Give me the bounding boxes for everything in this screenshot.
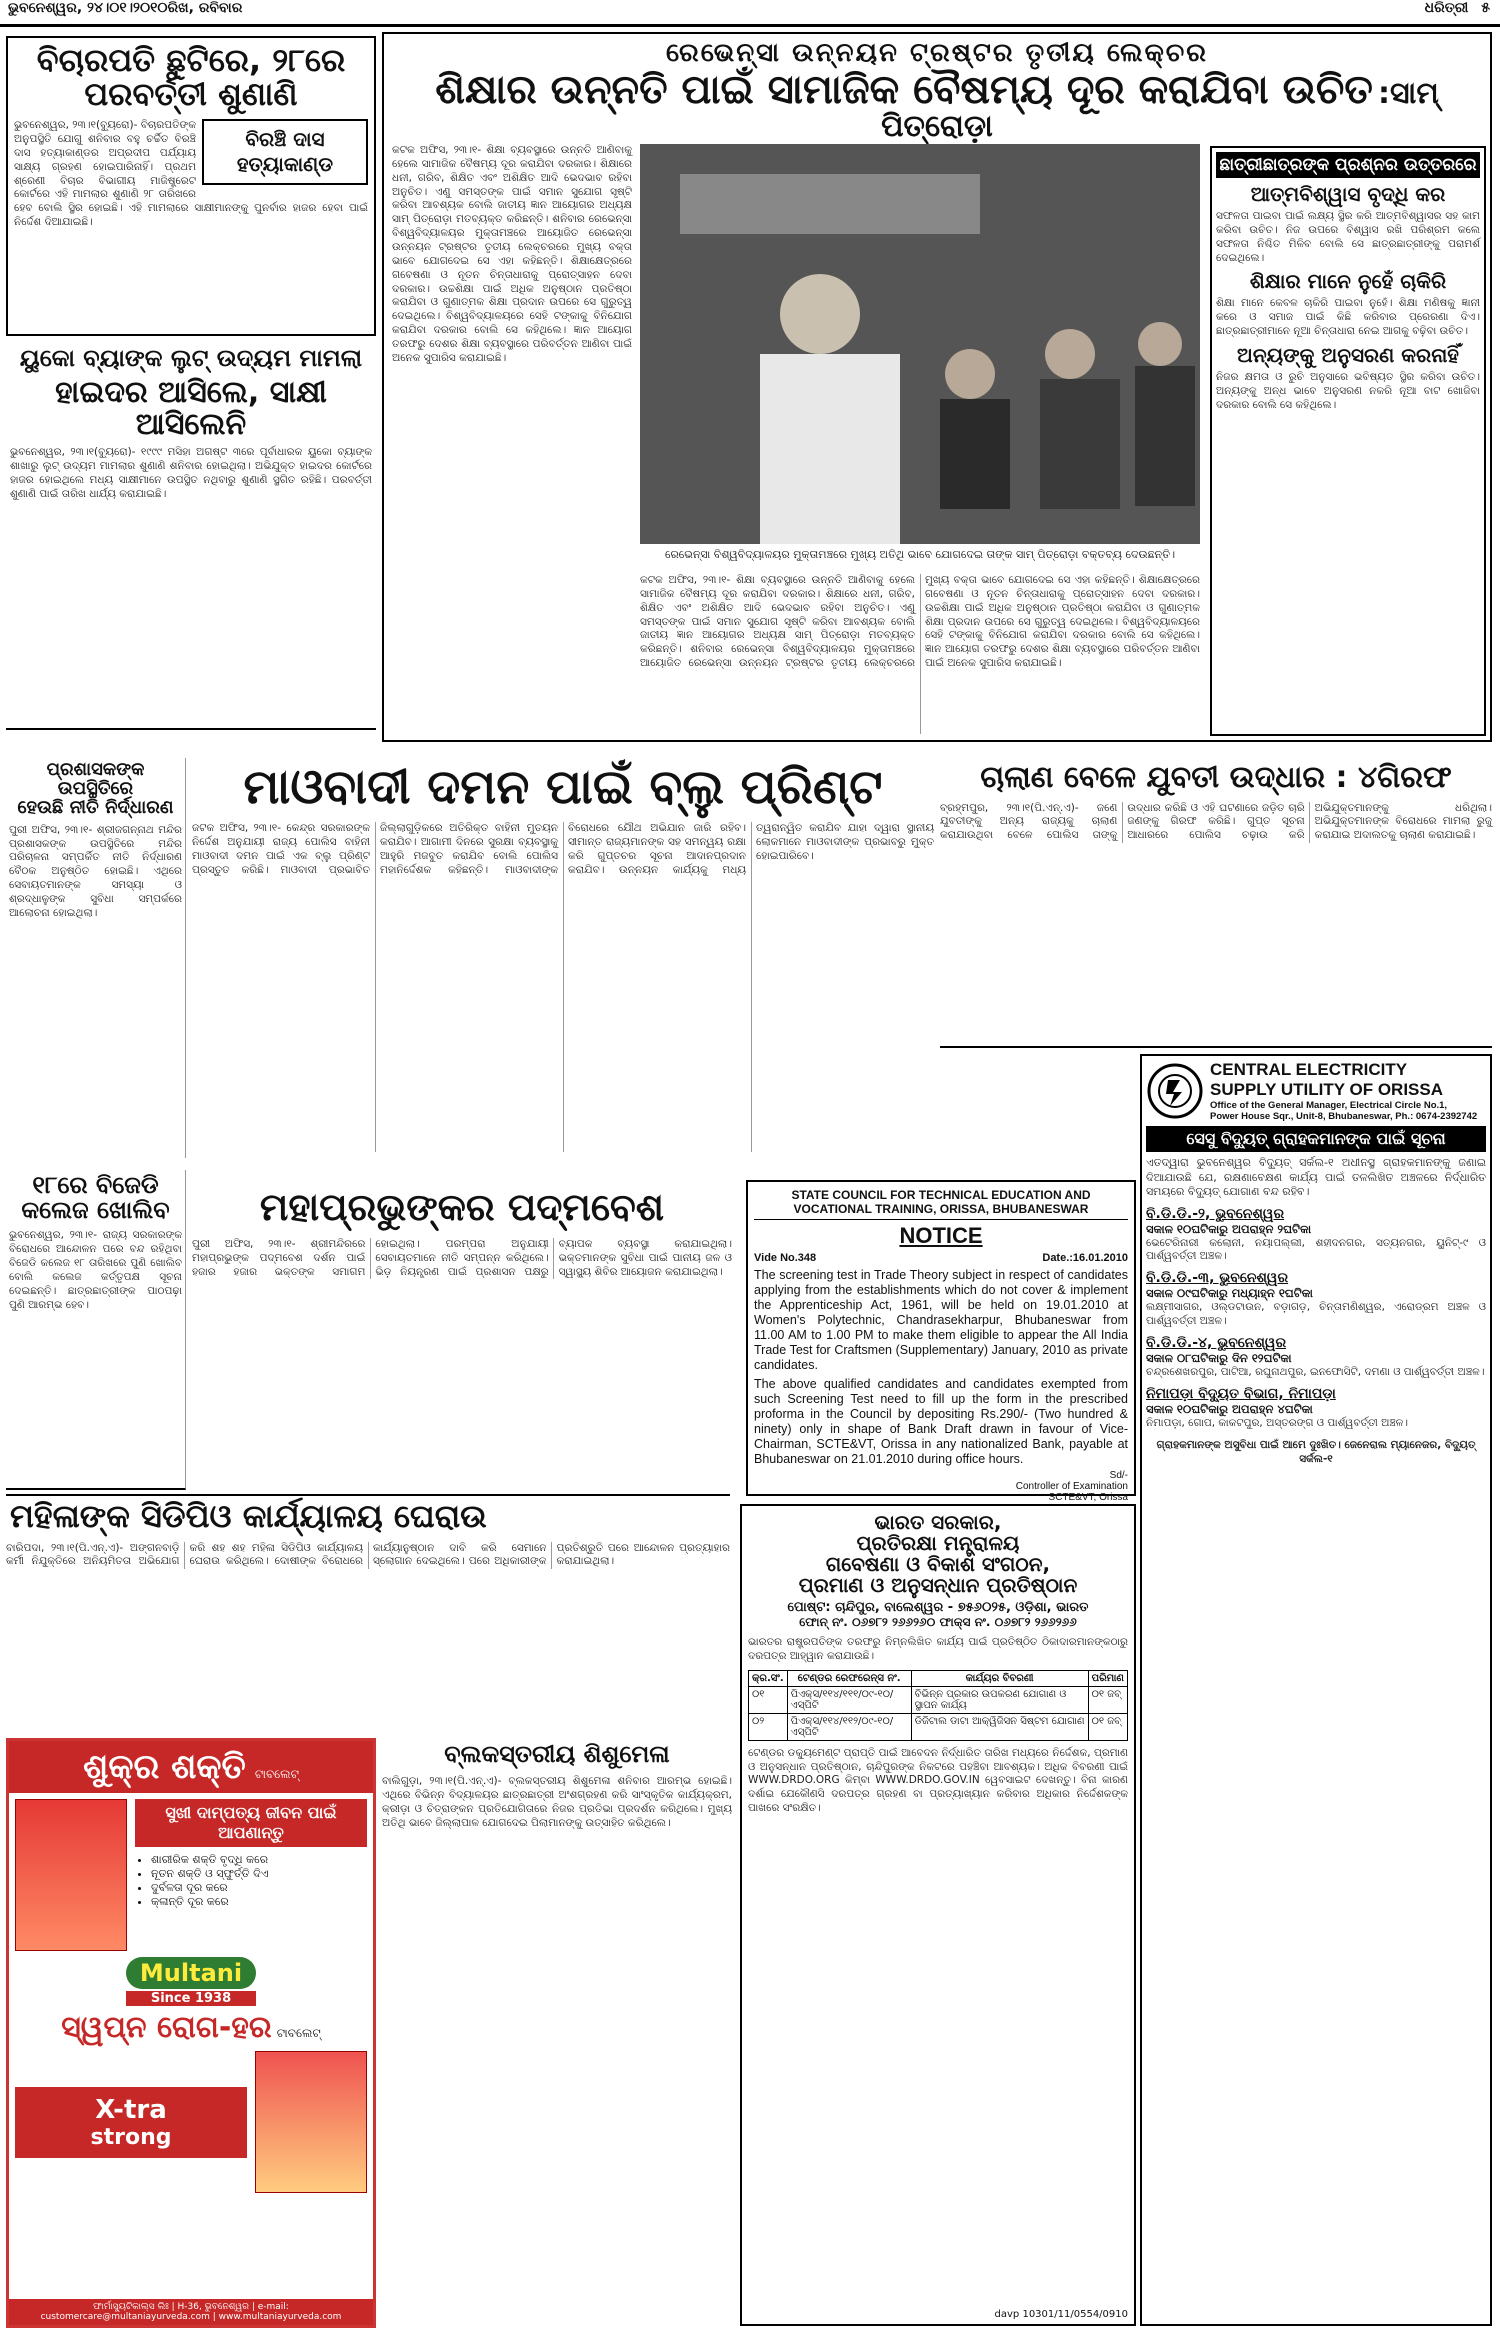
ad-row2 xyxy=(9,2045,373,2199)
story-body: ଭୁବନେଶ୍ୱର, ୨୩।୧(ବ୍ୟୁରୋ)- ୧୯୯୯ ମସିହା ଅଗଷ୍ଟ ୩ରେ ପୂର୍ବାଧାରକ ୟୁକୋ ବ୍ୟାଙ୍କ ଶାଖାରୁ ଲୁଟ୍ ଉଦ୍ୟମ ମାମଲାର ଶୁଣାଣି ଶନିବାର ହୋଇଥିଲା। ଅଭିଯୁକ୍ତ ହାଇଦର କୋର୍ଟରେ ହାଜର ହୋଇଥିଲେ ମଧ୍ୟ ସାକ୍ଷୀମାନେ ଉପସ୍ଥିତ ନଥିବାରୁ ଶୁଣାଣି ସ୍ଥଗିତ ରହିଛି। ପରବର୍ତ୍ତୀ ଶୁଣାଣି ପାଇଁ ତାରିଖ ଧାର୍ଯ୍ୟ କରାଯାଇଛି। xyxy=(10,446,372,500)
notice-title: NOTICE xyxy=(899,1223,983,1248)
cesu-section xyxy=(1146,1386,1486,1431)
notice-vide: Vide No.348 xyxy=(754,1252,817,1264)
ad-bullet: • ନୂତନ ଶକ୍ତି ଓ ସ୍ଫୁର୍ତ୍ତି ଦିଏ xyxy=(151,1867,367,1881)
ad-xtra: X-tra xyxy=(95,2094,167,2125)
qa-title: ଛାତ୍ରୀଛାତ୍ରଙ୍କ ପ୍ରଶ୍ନର ଉତ୍ତରରେ xyxy=(1216,152,1480,178)
cesu-section-title: ବି.ଡି.ଡି.-୩, ଭୁବନେଶ୍ୱର xyxy=(1146,1270,1289,1287)
story-body: ବାରିପଦା, ୨୩।୧(ପି.ଏନ୍.ଏ)- ଅଙ୍ଗନବାଡ଼ି କର୍ମୀ ନିଯୁକ୍ତିରେ ଅନିୟମିତତା ଅଭିଯୋଗ କରି ଶହ ଶହ ମହିଳା ସିଡିପିଓ କାର୍ଯ୍ୟାଳୟ ଘେରାଉ କରିଥିଲେ। ଦୋଷୀଙ୍କ ବିରୋଧରେ କାର୍ଯ୍ୟାନୁଷ୍ଠାନ ଦାବି କରି ସେମାନେ ସ୍ଲୋଗାନ ଦେଇଥିଲେ। ପରେ ଅଧିକାରୀଙ୍କ ପ୍ରତିଶ୍ରୁତି ପରେ ଆନ୍ଦୋଳନ ପ୍ରତ୍ୟାହାର କରାଯାଇଥିଲା। xyxy=(6,1541,730,1568)
story-mahaprabhu xyxy=(192,1186,732,1486)
story-body: ବାଲିଗୁଡ଼ା, ୨୩।୧(ପି.ଏନ୍.ଏ)- ବ୍ଲକସ୍ତରୀୟ ଶିଶୁମେଳା ଶନିବାର ଆରମ୍ଭ ହୋଇଛି। ଏଥିରେ ବିଭିନ୍ନ ବିଦ୍ୟାଳୟର ଛାତ୍ରଛାତ୍ରୀ ଅଂଶଗ୍ରହଣ କରି ସାଂସ୍କୃତିକ କାର୍ଯ୍ୟକ୍ରମ, କ୍ରୀଡ଼ା ଓ ଚିତ୍ରାଙ୍କନ ପ୍ରତିଯୋଗିତାରେ ନିଜର ପ୍ରତିଭା ପ୍ରଦର୍ଶନ କରିଥିଲେ। ମୁଖ୍ୟ ଅତିଥି ଭାବେ ଜିଲ୍ଲାପାଳ ଯୋଗଦେଇ ପିଲାମାନଙ୍କୁ ଉତ୍ସାହିତ କରିଥିଲେ। xyxy=(382,1775,732,1829)
drdo-line1: ଭାରତ ସରକାର, xyxy=(874,1510,1002,1534)
ad-text xyxy=(135,1799,367,1951)
story-body: ଭୁବନେଶ୍ୱର, ୨୩।୧(ବ୍ୟୁରୋ)- ବିଚାରପତିଙ୍କ ଅନୁପସ୍ଥିତି ଯୋଗୁ ଶନିବାର ବହୁ ଚର୍ଚ୍ଚିତ ବିରଞ୍ଚି ଦାସ ହତ୍ୟାକାଣ୍ଡର ଅପ୍ରଦୀପ ପର୍ଯ୍ୟାୟ ସାକ୍ଷ୍ୟ ଗ୍ରହଣ ହୋଇପାରିନାହିଁ। ପ୍ରଥମ ଶ୍ରେଣୀ ବିଚାର ବିଭାଗୀୟ ମାଜିଷ୍ଟ୍ରେଟ କୋର୍ଟରେ ଏହି ମାମଲାର ଶୁଣାଣି ୨୮ ତାରିଖରେ ହେବ ବୋଲି ସ୍ଥିର ହୋଇଛି। ଏହି ମାମଲାରେ ସାକ୍ଷୀମାନଙ୍କୁ ପୁନର୍ବାର ହାଜର ହେବା ପାଇଁ ନିର୍ଦ୍ଦେଶ ଦିଆଯାଇଛି। xyxy=(14,119,368,229)
headline: ବିଚାରପତି ଛୁଟିରେ, ୨୮ରେ ପରବର୍ତ୍ତୀ ଶୁଣାଣି xyxy=(36,41,346,113)
table-row xyxy=(749,1686,1128,1713)
cesu-section-areas: ଲକ୍ଷ୍ମୀସାଗର, ଓଲ୍ଡଟାଉନ, ବଡ଼ାଗଡ଼, ଚିନ୍ତାମଣିଶ୍ୱର, ଏରୋଡ୍ରମ ଅଞ୍ଚଳ ଓ ପାର୍ଶ୍ୱବର୍ତ୍ତୀ ଅଞ୍ଚଳ। xyxy=(1146,1301,1486,1328)
drdo-phone: ଫୋନ୍ ନଂ. ୦୬୭୮୨ ୨୬୬୨୬୦ ଫାକ୍ସ ନଂ. ୦୬୭୮୨ ୨୬୬୨୬୬ xyxy=(799,1615,1077,1629)
ad-bullet: • ଦୁର୍ବଳତା ଦୂର କରେ xyxy=(151,1881,367,1895)
drdo-line4: ପ୍ରମାଣ ଓ ଅନୁସନ୍ଧାନ ପ୍ରତିଷ୍ଠାନ xyxy=(798,1573,1078,1597)
ad-row xyxy=(9,1793,373,1957)
ad-pack-2 xyxy=(255,2051,367,2193)
story-maoist xyxy=(192,758,934,1178)
story-policy xyxy=(6,758,186,1158)
table-cell: ୦୧ ଜବ୍ xyxy=(1088,1713,1127,1740)
ad-maker-name: Multani xyxy=(126,1957,256,1989)
cesu-section-areas: ଚନ୍ଦ୍ରଶେଖରପୁର, ପାଟିଆ, ରଘୁନାଥପୁର, ଇନଫୋସିଟି, ଦମଣା ଓ ପାର୍ଶ୍ୱବର୍ତ୍ତୀ ଅଞ୍ଚଳ। xyxy=(1146,1365,1485,1378)
lead-headline-row xyxy=(384,69,1490,143)
headline: ଚାଲାଣ ବେଳେ ଯୁବତୀ ଉଦ୍ଧାର : ୪ଗିରଫ xyxy=(980,760,1452,795)
lead-body-col1: କଟକ ଅଫିସ, ୨୩।୧- ଶିକ୍ଷା ବ୍ୟବସ୍ଥାରେ ଉନ୍ନତି ଆଣିବାକୁ ହେଲେ ସାମାଜିକ ବୈଷମ୍ୟ ଦୂର କରାଯିବା ଦରକାର। ଶିକ୍ଷାରେ ଧନୀ, ଗରିବ, ଶିକ୍ଷିତ ଏବଂ ଅଶିକ୍ଷିତ ଆଦି ଭେଦଭାବ ରହିବା ଅନୁଚିତ। ଏଣୁ ସମସ୍ତଙ୍କ ପାଇଁ ସମାନ ସୁଯୋଗ ସୃଷ୍ଟି କରିବା ଆବଶ୍ୟକ ବୋଲି ଜାତୀୟ ଜ୍ଞାନ ଆୟୋଗର ଅଧ୍ୟକ୍ଷ ସାମ୍ ପିତ୍ରୋଡ଼ା ମତବ୍ୟକ୍ତ କରିଛନ୍ତି। ଶନିବାର ରେଭେନ୍ସା ବିଶ୍ୱବିଦ୍ୟାଳୟର ମୁକ୍ତାମଞ୍ଚରେ ଆୟୋଜିତ ରେଭେନ୍ସା ଉନ୍ନୟନ ଟ୍ରଷ୍ଟର ତୃତୀୟ ଲେକ୍ଚରରେ ମୁଖ୍ୟ ବକ୍ତା ଭାବେ ଯୋଗଦେଇ ସେ ଏହା କହିଛନ୍ତି। ଶିକ୍ଷାକ୍ଷେତ୍ରରେ ଗବେଷଣା ଓ ନୂତନ ଚିନ୍ତାଧାରାକୁ ପ୍ରୋତ୍ସାହନ ଦେବା ଦରକାର। ଉଚ୍ଚଶିକ୍ଷା ପାଇଁ ଅଧିକ ଅନୁଷ୍ଠାନ ପ୍ରତିଷ୍ଠା କରାଯିବା ଓ ଗୁଣାତ୍ମକ ଶିକ୍ଷା ପ୍ରଦାନ ଉପରେ ସେ ଗୁରୁତ୍ୱ ଦେଇଥିଲେ। ବିଶ୍ୱବିଦ୍ୟାଳୟରେ ସେହି ଟଙ୍କାକୁ ବିନିଯୋଗ କରାଯିବା ଦରକାର ବୋଲି ସେ କହିଥିଲେ। ଜ୍ଞାନ ଆୟୋଗ ତରଫରୁ ଦେଶର ଶିକ୍ଷା ବ୍ୟବସ୍ଥାରେ ପରିବର୍ତ୍ତନ ଆଣିବା ପାଇଁ ଅନେକ ସୁପାରିସ କରାଯାଇଛି। xyxy=(392,144,632,364)
paper-name: ଧରିତ୍ରୀ xyxy=(1424,0,1469,16)
ad-brand-bar xyxy=(9,1741,373,1793)
table-cell: ଡିଜିଟାଲ ଡାଟା ଆକ୍ୱିଜିସନ ସିଷ୍ଟମ ଯୋଗାଣ xyxy=(911,1713,1088,1740)
cesu-section-title: ନିମାପଡ଼ା ବିଦ୍ୟୁତ ବିଭାଗ, ନିମାପଡ଼ା xyxy=(1146,1385,1336,1402)
headline: ହାଇଦର ଆସିଲେ, ସାକ୍ଷୀ ଆସିଲେନି xyxy=(55,375,327,442)
ad-xtra-badge xyxy=(15,2087,247,2158)
headline: ମାଓବାଦୀ ଦମନ ପାଇଁ ବ୍ଲୁ ପ୍ରିଣ୍ଟ xyxy=(243,759,883,815)
tender-table xyxy=(748,1670,1128,1741)
photo-caption: ରେଭେନ୍ସା ବିଶ୍ୱବିଦ୍ୟାଳୟର ମୁକ୍ତାମଞ୍ଚରେ ମୁଖ୍ୟ ଅତିଥି ଭାବେ ଯୋଗଦେଇ ତାଙ୍କ ସାମ୍ ପିତ୍ରୋଡ଼ା ବକ୍ତବ୍ୟ ଦେଉଛନ୍ତି। xyxy=(664,548,1176,561)
notice-sign2: Controller of Examination xyxy=(1015,1481,1128,1492)
qa-sub1: ଆତ୍ମବିଶ୍ୱାସ ବୃଦ୍ଧି କର xyxy=(1250,182,1446,206)
ad-since: Since 1938 xyxy=(126,1991,256,2006)
story-body: ଜଟକ ଅଫିସ, ୨୩।୧- କେନ୍ଦ୍ର ସରକାରଙ୍କ ନିର୍ଦ୍ଦେଶ ଅନୁଯାୟୀ ରାଜ୍ୟ ପୋଲିସ ବାହିନୀ ମାଓବାଦୀ ଦମନ ପାଇଁ ଏକ ବ୍ଲୁ ପ୍ରିଣ୍ଟ ପ୍ରସ୍ତୁତ କରିଛି। ମାଓବାଦୀ ପ୍ରଭାବିତ ଜିଲ୍ଲାଗୁଡ଼ିକରେ ଅତିରିକ୍ତ ବାହିନୀ ମୁତୟନ କରାଯିବ। ଆଗାମୀ ଦିନରେ ସୁରକ୍ଷା ବ୍ୟବସ୍ଥାକୁ ଆହୁରି ମଜବୁତ କରାଯିବ ବୋଲି ପୋଲିସ ମହାନିର୍ଦ୍ଦେଶକ କହିଛନ୍ତି। ମାଓବାଦୀଙ୍କ ବିରୋଧରେ ଯୌଥ ଅଭିଯାନ ଜାରି ରହିବ। ସୀମାନ୍ତ ରାଜ୍ୟମାନଙ୍କ ସହ ସମନ୍ୱୟ ରକ୍ଷା କରି ଗୁପ୍ତଚର ସୂଚନା ଆଦାନପ୍ରଦାନ କରାଯିବ। ଉନ୍ନୟନ କାର୍ଯ୍ୟକୁ ମଧ୍ୟ ତ୍ୱରାନ୍ୱିତ କରାଯିବ ଯାହା ଦ୍ୱାରା ସ୍ଥାନୀୟ ଲୋକମାନେ ମାଓବାଦୀଙ୍କ ପ୍ରଭାବରୁ ମୁକ୍ତ ହୋଇପାରିବେ। xyxy=(192,822,934,876)
photo-figure-icon xyxy=(640,144,1200,544)
qa-box xyxy=(1210,146,1486,736)
notice-para1: The screening test in Trade Theory subject in respect of candidates applying from the establishments which do not cover & implement the Apprenticeship Act, 1961, will be held on 19.01.2010 at Women's Polytechnic, Chandrasekharpur, Bhubaneswar from 11.00 AM to 1.00 PM to make them eligible to appear the All India Trade Test for Craftsmen (Supplementary) January, 2010 as private candidates. xyxy=(754,1268,1128,1372)
headline-kicker: ୟୁକୋ ବ୍ୟାଙ୍କ ଲୁଟ୍ ଉଦ୍ୟମ ମାମଲା xyxy=(19,344,363,372)
notice-meta xyxy=(754,1252,1128,1264)
ad-maker xyxy=(9,1957,373,2006)
story-body: ବ୍ରହ୍ମପୁର, ୨୩।୧(ପି.ଏନ୍.ଏ)- ଜଣେ ଯୁବତୀଙ୍କୁ ଅନ୍ୟ ରାଜ୍ୟକୁ ଚାଲାଣ କରାଯାଉଥିବା ବେଳେ ପୋଲିସ ତାଙ୍କୁ ଉଦ୍ଧାର କରିଛି ଓ ଏହି ଘଟଣାରେ ଜଡ଼ିତ ଚାରି ଜଣଙ୍କୁ ଗିରଫ କରିଛି। ଗୁପ୍ତ ସୂଚନା ଆଧାରରେ ପୋଲିସ ଚଢ଼ାଉ କରି ଅଭିଯୁକ୍ତମାନଙ୍କୁ ଧରିଥିଲା। ଅଭିଯୁକ୍ତମାନଙ୍କ ବିରୋଧରେ ମାମଲା ରୁଜୁ କରାଯାଇ ଅଦାଲତକୁ ଚାଲାଣ କରାଯାଇଛି। xyxy=(940,801,1492,842)
headline: ହେଉଛି ନୀତି ନିର୍ଦ୍ଧାରଣ xyxy=(17,796,174,818)
cesu-section-areas: ନିମାପଡ଼ା, ଗୋପ, କାକଟପୁର, ଅସ୍ତରଙ୍ଗ ଓ ପାର୍ଶ୍ୱବର୍ତ୍ତୀ ଅଞ୍ଚଳ। xyxy=(1146,1416,1409,1429)
cesu-header xyxy=(1146,1060,1486,1122)
drdo-line3: ଗବେଷଣା ଓ ବିକାଶ ସଂଗଠନ, xyxy=(825,1552,1051,1576)
qa-body1: ସଫଳତା ପାଇବା ପାଇଁ ଲକ୍ଷ୍ୟ ସ୍ଥିର କରି ଆତ୍ମବିଶ୍ୱାସର ସହ କାମ କରିବା ଉଚିତ। ନିଜ ଉପରେ ବିଶ୍ୱାସ ରଖି ପରିଶ୍ରମ କଲେ ସଫଳତା ନିଶ୍ଚିତ ମିଳିବ ବୋଲି ସେ ଛାତ୍ରଛାତ୍ରୀଙ୍କୁ ପରାମର୍ଶ ଦେଇଥିଲେ। xyxy=(1216,210,1480,264)
shukra-shakti-ad xyxy=(6,1738,376,2328)
drdo-body: ଟେଣ୍ଡର ଡକ୍ୟୁମେଣ୍ଟ ପ୍ରାପ୍ତି ପାଇଁ ଆବେଦନ ନିର୍ଦ୍ଧାରିତ ତାରିଖ ମଧ୍ୟରେ ନିର୍ଦ୍ଦେଶକ, ପ୍ରମାଣ ଓ ଅନୁସନ୍ଧାନ ପ୍ରତିଷ୍ଠାନ, ଚାନ୍ଦିପୁରଙ୍କ ନିକଟରେ ପହଞ୍ଚିବା ଆବଶ୍ୟକ। ଅଧିକ ବିବରଣୀ ପାଇଁ WWW.DRDO.ORG କିମ୍ବା WWW.DRDO.GOV.IN ୱେବସାଇଟ ଦେଖନ୍ତୁ। ବିନା କାରଣ ଦର୍ଶାଇ ଯେକୌଣସି ଦରପତ୍ର ଗ୍ରହଣ ବା ପ୍ରତ୍ୟାଖ୍ୟାନ କରିବାର ଅଧିକାର ନିର୍ଦ୍ଦେଶକଙ୍କ ପାଖରେ ସଂରକ୍ଷିତ। xyxy=(748,1746,1128,1815)
qa-sub2: ଶିକ୍ଷାର ମାନେ ନୁହେଁ ଚାକିରି xyxy=(1249,269,1447,294)
headline: ବ୍ଲକସ୍ତରୀୟ ଶିଶୁମେଳା xyxy=(444,1740,670,1768)
sctevt-notice xyxy=(746,1180,1136,1503)
ad-brand2: ସ୍ୱପ୍ନ ରୋଗ-ହର xyxy=(61,2010,272,2045)
ad-bullet: • ଶାରୀରିକ ଶକ୍ତି ବୃଦ୍ଧି କରେ xyxy=(151,1853,367,1867)
qa-sub3: ଅନ୍ୟଙ୍କୁ ଅନୁସରଣ କରନାହିଁ xyxy=(1237,343,1459,368)
table-cell: ୦୨ xyxy=(749,1713,788,1740)
cesu-office: Office of the General Manager, Electrical Circle No.1, xyxy=(1210,1100,1448,1111)
col-header: କ୍ର.ସଂ. xyxy=(749,1670,788,1686)
qa-body2: ଶିକ୍ଷା ମାନେ କେବଳ ଚାକିରି ପାଇବା ନୁହେଁ। ଶିକ୍ଷା ମଣିଷକୁ ଜ୍ଞାନୀ କରେ ଓ ସମାଜ ପାଇଁ କିଛି କରିବାର ପ୍ରେରଣା ଦିଏ। ଛାତ୍ରଛାତ୍ରୀମାନେ ନୂଆ ଚିନ୍ତାଧାରା ନେଇ ଆଗକୁ ବଢ଼ିବା ଉଚିତ। xyxy=(1216,297,1480,338)
dateline: ଭୁବନେଶ୍ୱର, ୨୪।୦୧।୨୦୧୦ରିଖ, ରବିବାର xyxy=(8,0,243,16)
notice-sign3: SCTE&VT, Orissa xyxy=(1048,1492,1128,1503)
cesu-section-time: ସକାଳ ୧୦ଘଟିକାରୁ ଅପରାହ୍ନ ୨ଘଟିକା xyxy=(1146,1221,1312,1236)
cesu-section-time: ସକାଳ ୦୯ଘଟିକାରୁ ମଧ୍ୟାହ୍ନ ୧ଘଟିକା xyxy=(1146,1286,1313,1301)
cesu-section-areas: ଭେଟେରିନାରୀ କଲୋନୀ, ନୟାପଲ୍ଲୀ, ଶହୀଦନଗର, ସତ୍ୟନଗର, ୟୁନିଟ୍-୯ ଓ ପାର୍ଶ୍ୱବର୍ତ୍ତୀ ଅଞ୍ଚଳ। xyxy=(1146,1236,1486,1263)
cesu-address: Power House Sqr., Unit-8, Bhubaneswar, Ph.: 0674-2392742 xyxy=(1210,1111,1478,1122)
notice-org: STATE COUNCIL FOR TECHNICAL EDUCATION AND VOCATIONAL TRAINING, ORISSA, BHUBANESWAR xyxy=(754,1188,1128,1220)
headline: ମହାପ୍ରଭୁଙ୍କର ପଦ୍ମବେଶ xyxy=(259,1185,665,1229)
cesu-section-time: ସକାଳ ୦୮ଘଟିକାରୁ ଦିନ ୧୨ଘଟିକା xyxy=(1146,1350,1292,1365)
drdo-tender xyxy=(740,1504,1136,2326)
story-body: ଭୁବନେଶ୍ୱର, ୨୩।୧- ରାଜ୍ୟ ସରକାରଙ୍କ ବିରୋଧରେ ଆନ୍ଦୋଳନ ପରେ ବନ୍ଦ ରହିଥିବା ବିଜେଡି କଲେଜ ୧୮ ତାରିଖରେ ପୁଣି ଖୋଲିବ ବୋଲି କଲେଜ କର୍ତ୍ତୃପକ୍ଷ ସୂଚନା ଦେଇଛନ୍ତି। ଛାତ୍ରଛାତ୍ରୀଙ୍କ ପାଠପଢ଼ା ପୁଣି ଆରମ୍ଭ ହେବ। xyxy=(9,1229,182,1311)
ad-strong: strong xyxy=(90,2124,172,2150)
col-header: ପରିମାଣ xyxy=(1088,1670,1127,1686)
page-header xyxy=(1350,0,1490,22)
story-judge-leave xyxy=(6,36,376,336)
headline: ୧୮ରେ ବିଜେଡି କଲେଜ ଖୋଲିବ xyxy=(21,1171,170,1225)
ad-pack-1 xyxy=(15,1799,127,1951)
story-shishumela xyxy=(382,1738,732,2328)
story-mahila xyxy=(6,1494,730,1734)
story-body: ପୁରୀ ଅଫିସ, ୨୩।୧- ଶ୍ରୀମନ୍ଦିରରେ ମହାପ୍ରଭୁଙ୍କ ପଦ୍ମବେଶ ଦର୍ଶନ ପାଇଁ ହଜାର ହଜାର ଭକ୍ତଙ୍କ ସମାଗମ ହୋଇଥିଲା। ପରମ୍ପରା ଅନୁଯାୟୀ ସେବାୟତମାନେ ନୀତି ସମ୍ପନ୍ନ କରିଥିଲେ। ଭିଡ଼ ନିୟନ୍ତ୍ରଣ ପାଇଁ ପ୍ରଶାସନ ପକ୍ଷରୁ ବ୍ୟାପକ ବ୍ୟବସ୍ଥା କରାଯାଇଥିଲା। ଭକ୍ତମାନଙ୍କ ସୁବିଧା ପାଇଁ ପାନୀୟ ଜଳ ଓ ସ୍ୱାସ୍ଥ୍ୟ ଶିବିର ଆୟୋଜନ କରାଯାଇଥିଲା। xyxy=(192,1237,732,1278)
ad-brand2-tag: ଟାବଲେଟ୍ xyxy=(276,2026,321,2040)
col-header: ଟେଣ୍ଡର ରେଫରେନ୍ସ ନଂ. xyxy=(787,1670,911,1686)
cesu-section-title: ବି.ଡି.ଡି.-୪, ଭୁବନେଶ୍ୱର xyxy=(1146,1334,1287,1351)
cesu-section xyxy=(1146,1335,1486,1380)
notice-sign1: Sd/- xyxy=(1109,1470,1128,1481)
story-uco-bank xyxy=(6,342,376,730)
table-cell: ପିଏକ୍ସ/୧୧୪/୧୧୨/୦୯-୧୦/ଏସ୍ପିଟି xyxy=(787,1713,911,1740)
ad-bullet: • କ୍ଳାନ୍ତି ଦୂର କରେ xyxy=(151,1895,367,1909)
page-number: ୫ xyxy=(1481,0,1490,16)
cesu-section-time: ସକାଳ ୧୦ଘଟିକାରୁ ଅପରାହ୍ନ ୪ଘଟିକା xyxy=(1146,1401,1313,1416)
col-header: କାର୍ଯ୍ୟର ବିବରଣୀ xyxy=(911,1670,1088,1686)
table-row xyxy=(749,1713,1128,1740)
notice-para2: The above qualified candidates and candidates exempted from such Screening Test need to fill up the form in the prescribed proforma in the Council by depositing Rs.290/- (Two hundred & ninety) only in shape of Bank Draft drawn in favour of Vice-Chairman, SCTE&VT, Orissa in any nationalized Bank, payable at Bhubaneswar on 21.01.2010 during office hours. xyxy=(754,1377,1128,1466)
story-girl-rescue xyxy=(940,758,1492,1048)
table-cell: ୦୧ ଜବ୍ xyxy=(1088,1686,1127,1713)
table-cell: ବିଭିନ୍ନ ପ୍ରକାର ଉପକରଣ ଯୋଗାଣ ଓ ସ୍ଥାପନ କାର୍ଯ୍ୟ xyxy=(911,1686,1088,1713)
story-body: ପୁରୀ ଅଫିସ, ୨୩।୧- ଶ୍ରୀଜଗନ୍ନାଥ ମନ୍ଦିର ପ୍ରଶାସକଙ୍କ ଉପସ୍ଥିତିରେ ମନ୍ଦିର ପରିଚାଳନା ସମ୍ପର୍କିତ ନୀତି ନିର୍ଦ୍ଧାରଣ ବୈଠକ ଅନୁଷ୍ଠିତ ହୋଇଛି। ଏଥିରେ ସେବାୟତମାନଙ୍କ ସମସ୍ୟା ଓ ଶ୍ରଦ୍ଧାଳୁଙ୍କ ସୁବିଧା ସମ୍ପର୍କରେ ଆଲୋଚନା ହୋଇଥିଲା। xyxy=(9,823,182,919)
ad-brand: ଶୁକ୍ର ଶକ୍ତି xyxy=(83,1747,246,1787)
lead-speaker: :ସାମ୍ ପିତ୍ରୋଡ଼ା xyxy=(881,76,1439,145)
inset-box: ବିରଞ୍ଚି ଦାସ ହତ୍ୟାକାଣ୍ଡ xyxy=(202,119,368,185)
drdo-code: davp 10301/11/0554/0910 xyxy=(994,2309,1128,2320)
notice-signature xyxy=(754,1470,1128,1503)
qa-body3: ନିଜର କ୍ଷମତା ଓ ରୁଚି ଅନୁସାରେ ଭବିଷ୍ୟତ ସ୍ଥିର କରିବା ଉଚିତ। ଅନ୍ୟଙ୍କୁ ଅନ୍ଧ ଭାବେ ଅନୁସରଣ ନକରି ନୂଆ ବାଟ ଖୋଜିବା ଦରକାର ବୋଲି ସେ କହିଥିଲେ। xyxy=(1216,371,1480,411)
ad-bullets xyxy=(135,1853,367,1909)
lead-body-cols: କଟକ ଅଫିସ, ୨୩।୧- ଶିକ୍ଷା ବ୍ୟବସ୍ଥାରେ ଉନ୍ନତି ଆଣିବାକୁ ହେଲେ ସାମାଜିକ ବୈଷମ୍ୟ ଦୂର କରାଯିବା ଦରକାର। ଶିକ୍ଷାରେ ଧନୀ, ଗରିବ, ଶିକ୍ଷିତ ଏବଂ ଅଶିକ୍ଷିତ ଆଦି ଭେଦଭାବ ରହିବା ଅନୁଚିତ। ଏଣୁ ସମସ୍ତଙ୍କ ପାଇଁ ସମାନ ସୁଯୋଗ ସୃଷ୍ଟି କରିବା ଆବଶ୍ୟକ ବୋଲି ଜାତୀୟ ଜ୍ଞାନ ଆୟୋଗର ଅଧ୍ୟକ୍ଷ ସାମ୍ ପିତ୍ରୋଡ଼ା ମତବ୍ୟକ୍ତ କରିଛନ୍ତି। ଶନିବାର ରେଭେନ୍ସା ବିଶ୍ୱବିଦ୍ୟାଳୟର ମୁକ୍ତାମଞ୍ଚରେ ଆୟୋଜିତ ରେଭେନ୍ସା ଉନ୍ନୟନ ଟ୍ରଷ୍ଟର ତୃତୀୟ ଲେକ୍ଚରରେ ମୁଖ୍ୟ ବକ୍ତା ଭାବେ ଯୋଗଦେଇ ସେ ଏହା କହିଛନ୍ତି। ଶିକ୍ଷାକ୍ଷେତ୍ରରେ ଗବେଷଣା ଓ ନୂତନ ଚିନ୍ତାଧାରାକୁ ପ୍ରୋତ୍ସାହନ ଦେବା ଦରକାର। ଉଚ୍ଚଶିକ୍ଷା ପାଇଁ ଅଧିକ ଅନୁଷ୍ଠାନ ପ୍ରତିଷ୍ଠା କରାଯିବା ଓ ଗୁଣାତ୍ମକ ଶିକ୍ଷା ପ୍ରଦାନ ଉପରେ ସେ ଗୁରୁତ୍ୱ ଦେଇଥିଲେ। ବିଶ୍ୱବିଦ୍ୟାଳୟରେ ସେହି ଟଙ୍କାକୁ ବିନିଯୋଗ କରାଯିବା ଦରକାର ବୋଲି ସେ କହିଥିଲେ। ଜ୍ଞାନ ଆୟୋଗ ତରଫରୁ ଦେଶର ଶିକ୍ଷା ବ୍ୟବସ୍ଥାରେ ପରିବର୍ତ୍ତନ ଆଣିବା ପାଇଁ ଅନେକ ସୁପାରିସ କରାଯାଇଛି। xyxy=(640,574,1200,670)
headline: ମହିଳାଙ୍କ ସିଡିପିଓ କାର୍ଯ୍ୟାଳୟ ଘେରାଉ xyxy=(10,1497,487,1535)
ad-footer: ଫାର୍ମାସ୍ୟୁଟିକାଲ୍ସ ଲିଃ | H-36, ଭୁବନେଶ୍ୱର | e-mail: customercare@multaniayurveda.com | www.multaniayurveda.com xyxy=(9,2299,373,2325)
table-cell: ୦୧ xyxy=(749,1686,788,1713)
lead-photo xyxy=(640,144,1200,544)
story-bjd-college xyxy=(6,1170,186,1490)
cesu-name2: SUPPLY UTILITY OF ORISSA xyxy=(1210,1080,1444,1099)
cesu-footer: ଗ୍ରାହକମାନଙ୍କ ଅସୁବିଧା ପାଇଁ ଆମେ ଦୁଃଖିତ। ଜେନେରାଲ ମ୍ୟାନେଜର, ବିଦ୍ୟୁତ୍ ସର୍କଲ-୧ xyxy=(1156,1438,1476,1465)
drdo-intro: ଭାରତର ରାଷ୍ଟ୍ରପତିଙ୍କ ତରଫରୁ ନିମ୍ନଲିଖିତ କାର୍ଯ୍ୟ ପାଇଁ ପ୍ରତିଷ୍ଠିତ ଠିକାଦାରମାନଙ୍କଠାରୁ ଦରପତ୍ର ଆହ୍ୱାନ କରାଯାଉଛି। xyxy=(748,1636,1128,1662)
lead-story xyxy=(382,32,1492,742)
cesu-title: ସେସୁ ବିଦ୍ୟୁତ୍ ଗ୍ରାହକମାନଙ୍କ ପାଇଁ ସୂଚନା xyxy=(1146,1126,1486,1152)
cesu-name1: CENTRAL ELECTRICITY xyxy=(1210,1060,1408,1079)
table-header xyxy=(749,1670,1128,1686)
cesu-logo-icon xyxy=(1146,1062,1204,1120)
ad-brand-tag: ଟାବଲେଟ୍ xyxy=(254,1767,299,1781)
cesu-sections xyxy=(1146,1206,1486,1431)
cesu-section-title: ବି.ଡି.ଡି.-୨, ଭୁବନେଶ୍ୱର xyxy=(1146,1205,1285,1222)
ad-slogan: ସୁଖୀ ଦାମ୍ପତ୍ୟ ଜୀବନ ପାଇଁ ଆପଣାନ୍ତୁ xyxy=(135,1799,367,1847)
notice-date: Date.:16.01.2010 xyxy=(1042,1252,1128,1264)
top-rule xyxy=(0,24,1500,27)
cesu-notice xyxy=(1140,1054,1492,2326)
drdo-address: ପୋଷ୍ଟ: ଚାନ୍ଦିପୁର, ବାଲେଶ୍ୱର - ୭୫୬୦୨୫, ଓଡ଼ିଶା, ଭାରତ xyxy=(787,1600,1089,1615)
cesu-section xyxy=(1146,1206,1486,1265)
ad-brand2-row xyxy=(9,2010,373,2045)
drdo-line2: ପ୍ରତିରକ୍ଷା ମନ୍ତ୍ରାଳୟ xyxy=(856,1531,1020,1555)
cesu-titles xyxy=(1210,1060,1477,1122)
headline-kicker: ପ୍ରଶାସକଙ୍କ ଉପସ୍ଥିତିରେ xyxy=(46,759,145,799)
cesu-section xyxy=(1146,1270,1486,1329)
cesu-intro: ଏତଦ୍ୱାରା ଭୁବନେଶ୍ୱର ବିଦ୍ୟୁତ୍ ସର୍କଲ-୧ ଅଧୀନସ୍ଥ ଗ୍ରାହକମାନଙ୍କୁ ଜଣାଇ ଦିଆଯାଉଛି ଯେ, ରକ୍ଷଣାବେକ୍ଷଣ କାର୍ଯ୍ୟ ପାଇଁ ତଳଲିଖିତ ଅଞ୍ଚଳରେ ନିର୍ଦ୍ଧାରିତ ସମୟରେ ବିଦ୍ୟୁତ୍ ଯୋଗାଣ ବନ୍ଦ ରହିବ। xyxy=(1146,1156,1486,1199)
table-cell: ପିଏକ୍ସ/୧୧୪/୧୧୧/୦୯-୧୦/ଏସ୍ପିଟି xyxy=(787,1686,911,1713)
lead-headline: ଶିକ୍ଷାର ଉନ୍ନତି ପାଇଁ ସାମାଜିକ ବୈଷମ୍ୟ ଦୂର କରାଯିବା ଉଚିତ xyxy=(435,67,1373,114)
lead-kicker: ରେଭେନ୍ସା ଉନ୍ନୟନ ଟ୍ରଷ୍ଟର ତୃତୀୟ ଲେକ୍ଚର xyxy=(666,38,1208,68)
